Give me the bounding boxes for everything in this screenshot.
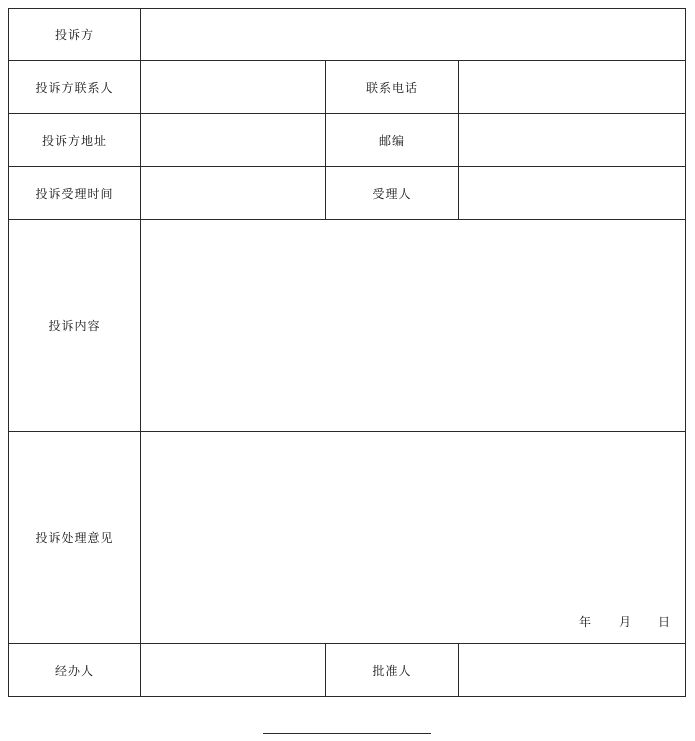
address-field[interactable] (141, 114, 325, 166)
footer-divider (263, 733, 431, 734)
postcode-field[interactable] (459, 114, 685, 166)
complaint-content-field[interactable] (141, 220, 685, 431)
postcode-label: 邮编 (378, 133, 405, 148)
complainant-label: 投诉方 (54, 28, 94, 42)
handler-field[interactable] (141, 644, 325, 696)
approver-label: 批准人 (372, 663, 412, 678)
complaint-content-label: 投诉内容 (48, 319, 101, 333)
receiver-label: 受理人 (372, 186, 412, 201)
approver-field[interactable] (459, 644, 685, 696)
handler-label: 经办人 (54, 663, 94, 678)
date-month-label: 月 (619, 615, 632, 629)
date-year-label: 年 (579, 615, 592, 629)
grid-line (8, 696, 686, 697)
contact-person-label: 投诉方联系人 (35, 80, 114, 95)
phone-field[interactable] (459, 61, 685, 113)
complainant-field[interactable] (141, 9, 685, 60)
handling-opinion-field[interactable] (141, 432, 685, 643)
handling-opinion-label: 投诉处理意见 (35, 531, 114, 545)
grid-line (685, 8, 686, 697)
date-day-label: 日 (658, 615, 671, 629)
accept-time-field[interactable] (141, 167, 325, 219)
address-label: 投诉方地址 (41, 133, 107, 148)
receiver-field[interactable] (459, 167, 685, 219)
contact-person-field[interactable] (141, 61, 325, 113)
phone-label: 联系电话 (365, 80, 418, 95)
accept-time-label: 投诉受理时间 (35, 186, 114, 201)
